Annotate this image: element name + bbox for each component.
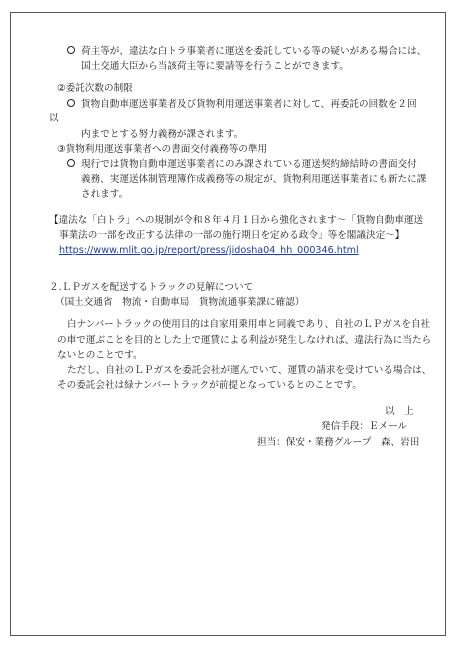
send-method: 発信手段：Ｅメール [321, 421, 408, 432]
document-page [10, 12, 446, 636]
circle-bullet-icon [67, 46, 75, 54]
section2-source: （国土交通省 物流・自動車局 貨物流通事業課に確認） [55, 297, 305, 308]
list-item [67, 159, 417, 171]
item2-line2: 以 [49, 113, 59, 124]
item2-line1: 貨物自動車運送事業者及び貨物利用運送事業者に対して、再委託の回数を２回 [81, 99, 417, 110]
item1-line1: 荷主等が、違法な白トラ事業者に運送を委託している等の疑いがある場合には、 [81, 46, 427, 57]
item2-line3: 内までとする努力義務が課されます。 [81, 129, 244, 140]
para1-line1: 白ナンバートラックの使用目的は自家用乗用車と同義であり、自社のＬＰガスを自社 [67, 319, 431, 330]
para1-line3: ないとのことです。 [57, 350, 143, 361]
item3-line2: 義務、実運送体制管理簿作成義務等の規定が、貨物利用運送事業者にも新たに課 [81, 174, 427, 185]
contact-person: 担当：保安・業務グループ 森、岩田 [257, 437, 420, 448]
notice-line1: 【違法な「白トラ」への規制が令和８年４月１日から強化されます～「貨物自動車運送 [49, 215, 424, 226]
para2-line2: その委託会社は緑ナンバートラックが前提となっているとのことです。 [57, 380, 362, 391]
item2-heading: ②委託次数の制限 [57, 83, 133, 94]
end-mark: 以 上 [385, 406, 414, 417]
section2-title: ２.ＬＰガスを配送するトラックの見解について [49, 282, 254, 293]
list-item [67, 46, 426, 58]
item3-line3: されます。 [81, 189, 129, 200]
notice-line2: 事業法の一部を改正する法律の一部の施行期日を定める政令」等を閣議決定～】 [59, 230, 405, 241]
para1-line2: の車で運ぶことを目的とした上で運賃による利益が発生しなければ、違法行為に当たら [57, 335, 432, 346]
circle-bullet-icon [67, 159, 75, 167]
item1-line2: 国土交通大臣から当該荷主等に要請等を行うことができます。 [81, 61, 349, 72]
item3-line1: 現行では貨物自動車運送事業者にのみ課されている運送契約締結時の書面交付 [81, 159, 417, 170]
press-release-link[interactable]: https://www.mlit.go.jp/report/press/jidosha04_hh_000346.html [59, 245, 359, 256]
list-item [67, 99, 417, 111]
circle-bullet-icon [67, 99, 75, 107]
para2-line1: ただし、自社のＬＰガスを委託会社が運んでいて、運賃の請求を受けている場合は、 [67, 365, 432, 376]
item3-heading: ③貨物利用運送事業者への書面交付義務等の準用 [57, 144, 268, 155]
